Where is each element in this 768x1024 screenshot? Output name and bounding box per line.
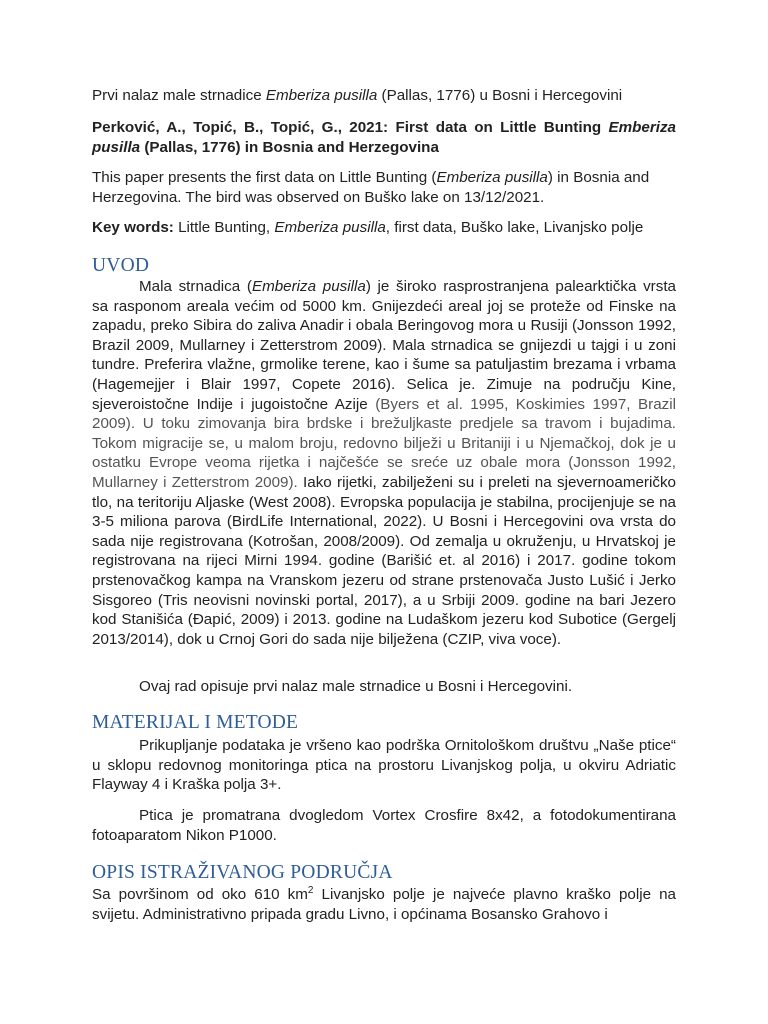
keywords-text-a: Little Bunting,: [173, 219, 275, 236]
uvod-p1-text-b: ) je široko rasprostranjena palearktička vrsta sa rasponom areala većim od 5000 km. Gnijezdeći areal joj se proteže od Finske na zapadu, preko Sibira do zaliva Anadir i obala Beringovog mora u Rusiji (Jonsson 1992, Brazil 2009, Mullarney i Zetterstrom 2009). Mala strnadica se gnijezdi u tajgi i u zoni tundre. Preferira vlažne, grmolike terene, kao i šume sa patuljastim brezama i vrbama (Hagemejjer i Blair 1997, Copete 2016). Selica je. Zimuje na području Kine, sjeveroistočne Indije i jugoistočne Azije: [92, 278, 676, 413]
citation-species: Emberiza pusilla: [92, 119, 676, 156]
uvod-paragraph-2: Ovaj rad opisuje prvi nalaz male strnadice u Bosni i Hercegovini.: [139, 678, 573, 695]
keywords: [92, 218, 676, 238]
keywords-label: Key words:: [92, 219, 174, 236]
title-text-a: Prvi nalaz male strnadice: [92, 87, 266, 104]
article-title: [92, 86, 676, 106]
uvod-p1-text-grey: (Byers et al. 1995, Koskimies 1997, Brazil 2009). U toku zimovanja bira brdske i brežuljkaste predjele sa travom i bujadima. Tokom migracije se, u malom broju, redovno bilježi u Britaniji i u Njemačkoj, dok je u ostatku Evrope veoma rijetka i najčešće se sreće uz obale mora (Jonsson 1992, Mullarney i Zetterstrom 2009).: [92, 395, 676, 491]
uvod-paragraph-1: [92, 277, 676, 649]
title-text-b: (Pallas, 1776) u Bosni i Hercegovini: [377, 87, 623, 104]
opis-p1-superscript: 2: [307, 884, 314, 896]
citation-text-a: Perković, A., Topić, B., Topić, G., 2021: First data on Little Bunting: [92, 119, 609, 136]
metode-paragraph-2: Ptica je promatrana dvogledom Vortex Crosfire 8x42, a fotodokumentirana fotoaparatom Nikon P1000.: [92, 807, 676, 844]
section-heading-metode: MATERIJAL I METODE: [92, 712, 299, 733]
keywords-species: Emberiza pusilla: [274, 219, 386, 236]
abstract: [92, 168, 676, 207]
citation: [92, 118, 676, 157]
opis-p1-text-a: Sa površinom od oko 610 km: [92, 886, 308, 903]
uvod-p1-text-c: Iako rijetki, zabilježeni su i preleti na sjevernoameričko tlo, na teritoriju Aljaske (West 2008). Evropska populacija je stabilna, procijenjuje se na 3-5 miliona parova (BirdLife International, 2022). U Bosni i Hercegovini ova vrsta do sada nije registrovana (Kotrošan, 2008/2009). Od zemalja u okruženju, u Hrvatskoj je registrovana na rijeci Mirni 1994. godine (Barišić et. al 2016) i 2017. godine tokom prstenovačkog kampa na Vranskom jezeru od strane prstenovača Justo Lušić i Jerko Sisgoreo (Tris neovisni novinski portal, 2017), a u Srbiji 2009. godine na bari Jezero kod Stanišića (Đapić, 2009) i 2013. godine na Ludaškom jezeru kod Subotice (Gergelj 2013/2014), dok u Crnoj Gori do sada nije bilježena (CZIP, viva voce).: [92, 473, 676, 648]
section-heading-opis: OPIS ISTRAŽIVANOG PODRUČJA: [92, 862, 393, 883]
abstract-species: Emberiza pusilla: [436, 169, 548, 186]
abstract-text-a: This paper presents the first data on Little Bunting (: [92, 169, 437, 186]
uvod-p1-text-a: Mala strnadica (: [139, 278, 252, 295]
opis-paragraph-1: [92, 885, 676, 924]
uvod-p1-species: Emberiza pusilla: [251, 278, 366, 295]
opis-p1-text-b: Livanjsko polje je najveće plavno kraško polje na svijetu. Administrativno pripada gradu Livno, i općinama Bosansko Grahovo i: [92, 886, 676, 923]
title-species: Emberiza pusilla: [265, 87, 378, 104]
keywords-text-b: , first data, Buško lake, Livanjsko polje: [385, 219, 644, 236]
metode-paragraph-1: Prikupljanje podataka je vršeno kao podrška Ornitološkom društvu „Naše ptice“ u sklopu redovnog monitoringa ptica na prostoru Livanjskog polja, u okviru Adriatic Flayway 4 i Kraška polja 3+.: [92, 737, 676, 794]
section-heading-uvod: UVOD: [92, 255, 150, 276]
citation-text-b: (Pallas, 1776) in Bosnia and Herzegovina: [140, 138, 439, 156]
abstract-text-b: ) in Bosnia and Herzegovina. The bird was observed on Buško lake on 13/12/2021.: [92, 169, 650, 206]
